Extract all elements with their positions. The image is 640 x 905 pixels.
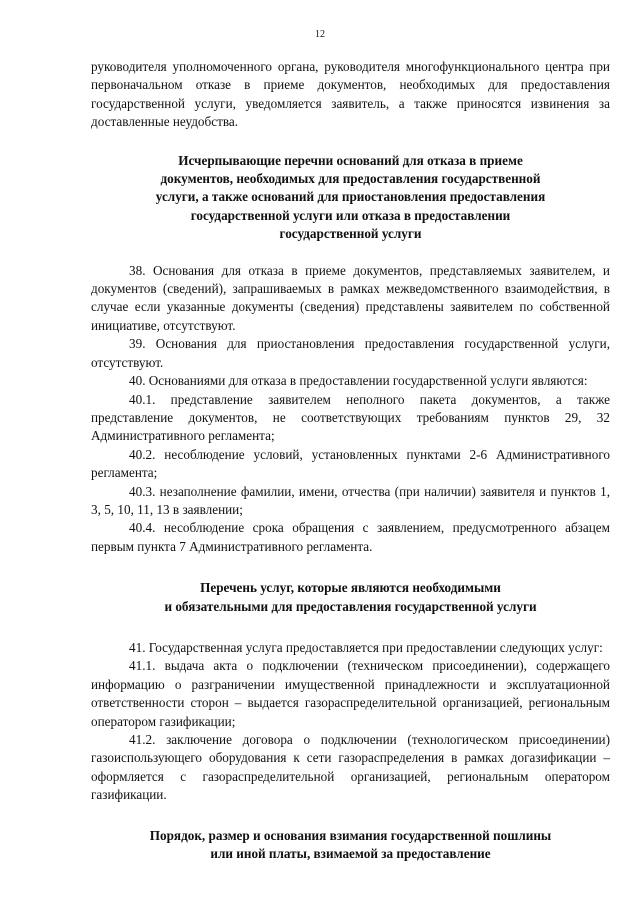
heading-line: услуги, а также оснований для приостановления предоставления xyxy=(155,189,546,205)
heading-line: государственной услуги xyxy=(279,226,422,242)
paragraph-40: 40. Основаниями для отказа в предоставлении государственной услуги являются: xyxy=(129,373,588,389)
section-heading-refusal-grounds xyxy=(91,152,610,244)
heading-line: государственной услуги или отказа в предоставлении xyxy=(190,207,511,223)
page-number: 12 xyxy=(315,29,325,40)
section-heading-required-services xyxy=(91,579,610,616)
paragraph-40-4: 40.4. несоблюдение срока обращения с заявлением, предусмотренного абзацем первым пункта 7 Административного регламента. xyxy=(91,520,610,554)
paragraph-41-2: 41.2. заключение договора о подключении (технологическом присоединении) газоиспользующего оборудования к сети газораспределения в рамках догазификации – оформляется с газораспределительной организацией, региональным оператором газификации. xyxy=(91,732,610,803)
heading-line: и обязательными для предоставления государственной услуги xyxy=(164,598,537,614)
paragraph-39: 39. Основания для приостановления предоставления государственной услуги, отсутствуют. xyxy=(91,336,610,370)
document-body xyxy=(91,58,610,863)
section-heading-state-fee xyxy=(91,827,610,864)
heading-line: или иной платы, взимаемой за предоставление xyxy=(210,846,491,862)
paragraph-41-1: 41.1. выдача акта о подключении (техническом присоединении), содержащего информацию о разграничении имущественной принадлежности и эксплуатационной ответственности сторон – выдается газораспределительной организацией, региональным оператором газификации; xyxy=(91,658,610,729)
heading-line: документов, необходимых для предоставления государственной xyxy=(160,171,541,187)
heading-line: Порядок, размер и основания взимания государственной пошлины xyxy=(149,827,552,843)
paragraph-40-3: 40.3. незаполнение фамилии, имени, отчества (при наличии) заявителя и пунктов 1, 3, 5, 10, 11, 13 в заявлении; xyxy=(91,483,610,517)
paragraph-38: 38. Основания для отказа в приеме документов, представляемых заявителем, и документов (сведений), запрашиваемых в рамках межведомственного взаимодействия, в случае если указанные документы (сведения) представлены заявителем по собственной инициативе, отсутствуют. xyxy=(91,262,610,333)
heading-line: Исчерпывающие перечни оснований для отказа в приеме xyxy=(178,152,523,168)
heading-line: Перечень услуг, которые являются необходимыми xyxy=(200,580,501,596)
paragraph-41: 41. Государственная услуга предоставляется при предоставлении следующих услуг: xyxy=(129,639,603,655)
paragraph-40-2: 40.2. несоблюдение условий, установленных пунктами 2-6 Административного регламента; xyxy=(91,446,610,481)
intro-paragraph: руководителя уполномоченного органа, руководителя многофункционального центра при первоначальном отказе в приеме документов, необходимых для предоставления государственной услуги, уведомляется заявитель, а также приносятся извинения за доставленные неудобства. xyxy=(91,59,610,130)
paragraph-40-1: 40.1. представление заявителем неполного пакета документов, а также представление документов, не соответствующих требованиям пунктов 29, 32 Административного регламента; xyxy=(91,391,610,444)
